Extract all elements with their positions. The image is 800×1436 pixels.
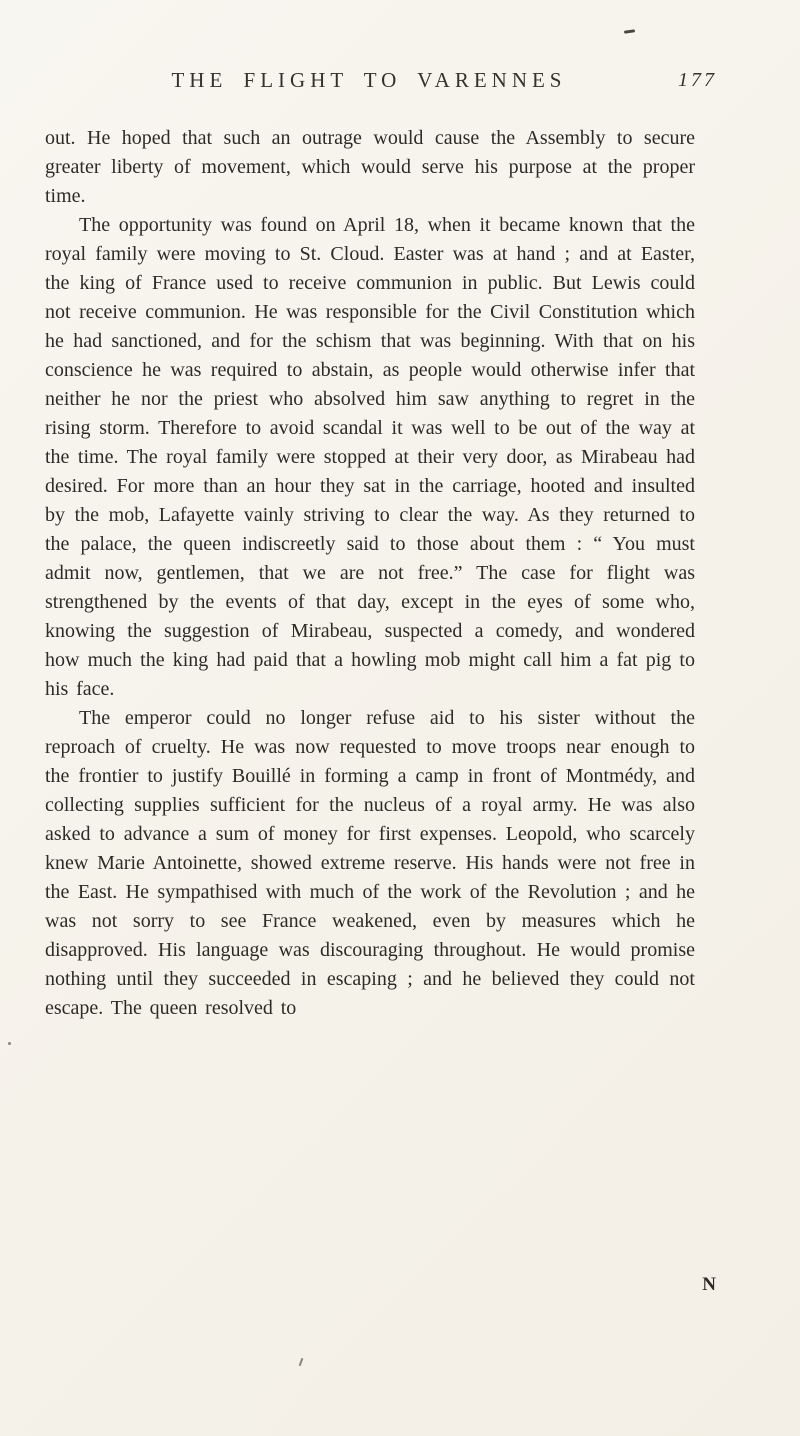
scan-artifact-mark-top	[624, 29, 635, 34]
paragraph-1: out. He hoped that such an outrage would cause the Assembly to secure greater liberty of movement, which would serve his purpose at the proper time.	[45, 127, 695, 207]
printer-signature-mark: N	[702, 1274, 717, 1295]
running-header-title: THE FLIGHT TO VARENNES	[171, 68, 567, 92]
paragraph-2: The opportunity was found on April 18, when it became known that the royal family were moving to St. Cloud. Easter was at hand ; and at Easter, the king of France used to receive communion in public. But Lewis could not receive communion. He was responsible for the Civil Constitution which he had sanctioned, and for the schism that was beginning. With that on his conscience he was required to abstain, as people would otherwise infer that neither he nor the priest who absolved him saw anything to regret in the rising storm. Therefore to avoid scandal it was well to be out of the way at the time. The royal family were stopped at their very door, as Mirabeau had desired. For more than an hour they sat in the carriage, hooted and insulted by the mob, Lafayette vainly striving to clear the way. As they returned to the palace, the queen indiscreetly said to those about them : “ You must admit now, gentlemen, that we are not free.” The case for flight was strengthened by the events of that day, except in the eyes of some who, knowing the suggestion of Mirabeau, suspected a comedy, and wondered how much the king had paid that a howling mob might call him a fat pig to his face.	[45, 214, 695, 700]
page-number: 177	[678, 69, 717, 91]
paragraph-3: The emperor could no longer refuse aid to his sister without the reproach of cruelty. He was now requested to move troops near enough to the frontier to justify Bouillé in forming a camp in front of Montmédy, and collecting supplies sufficient for the nucleus of a royal army. He was also asked to advance a sum of money for first expenses. Leopold, who scarcely knew Marie Antoinette, showed extreme reserve. His hands were not free in the East. He sympathised with much of the work of the Revolution ; and he was not sorry to see France weakened, even by measures which he disapproved. His language was discouraging throughout. He would promise nothing until they succeeded in escaping ; and he believed they could not escape. The queen resolved to	[45, 707, 695, 1019]
running-header	[45, 68, 717, 98]
scan-artifact-dot-left	[8, 1042, 11, 1045]
scan-artifact-mark-bottom	[299, 1358, 304, 1366]
body-text	[45, 124, 695, 1023]
